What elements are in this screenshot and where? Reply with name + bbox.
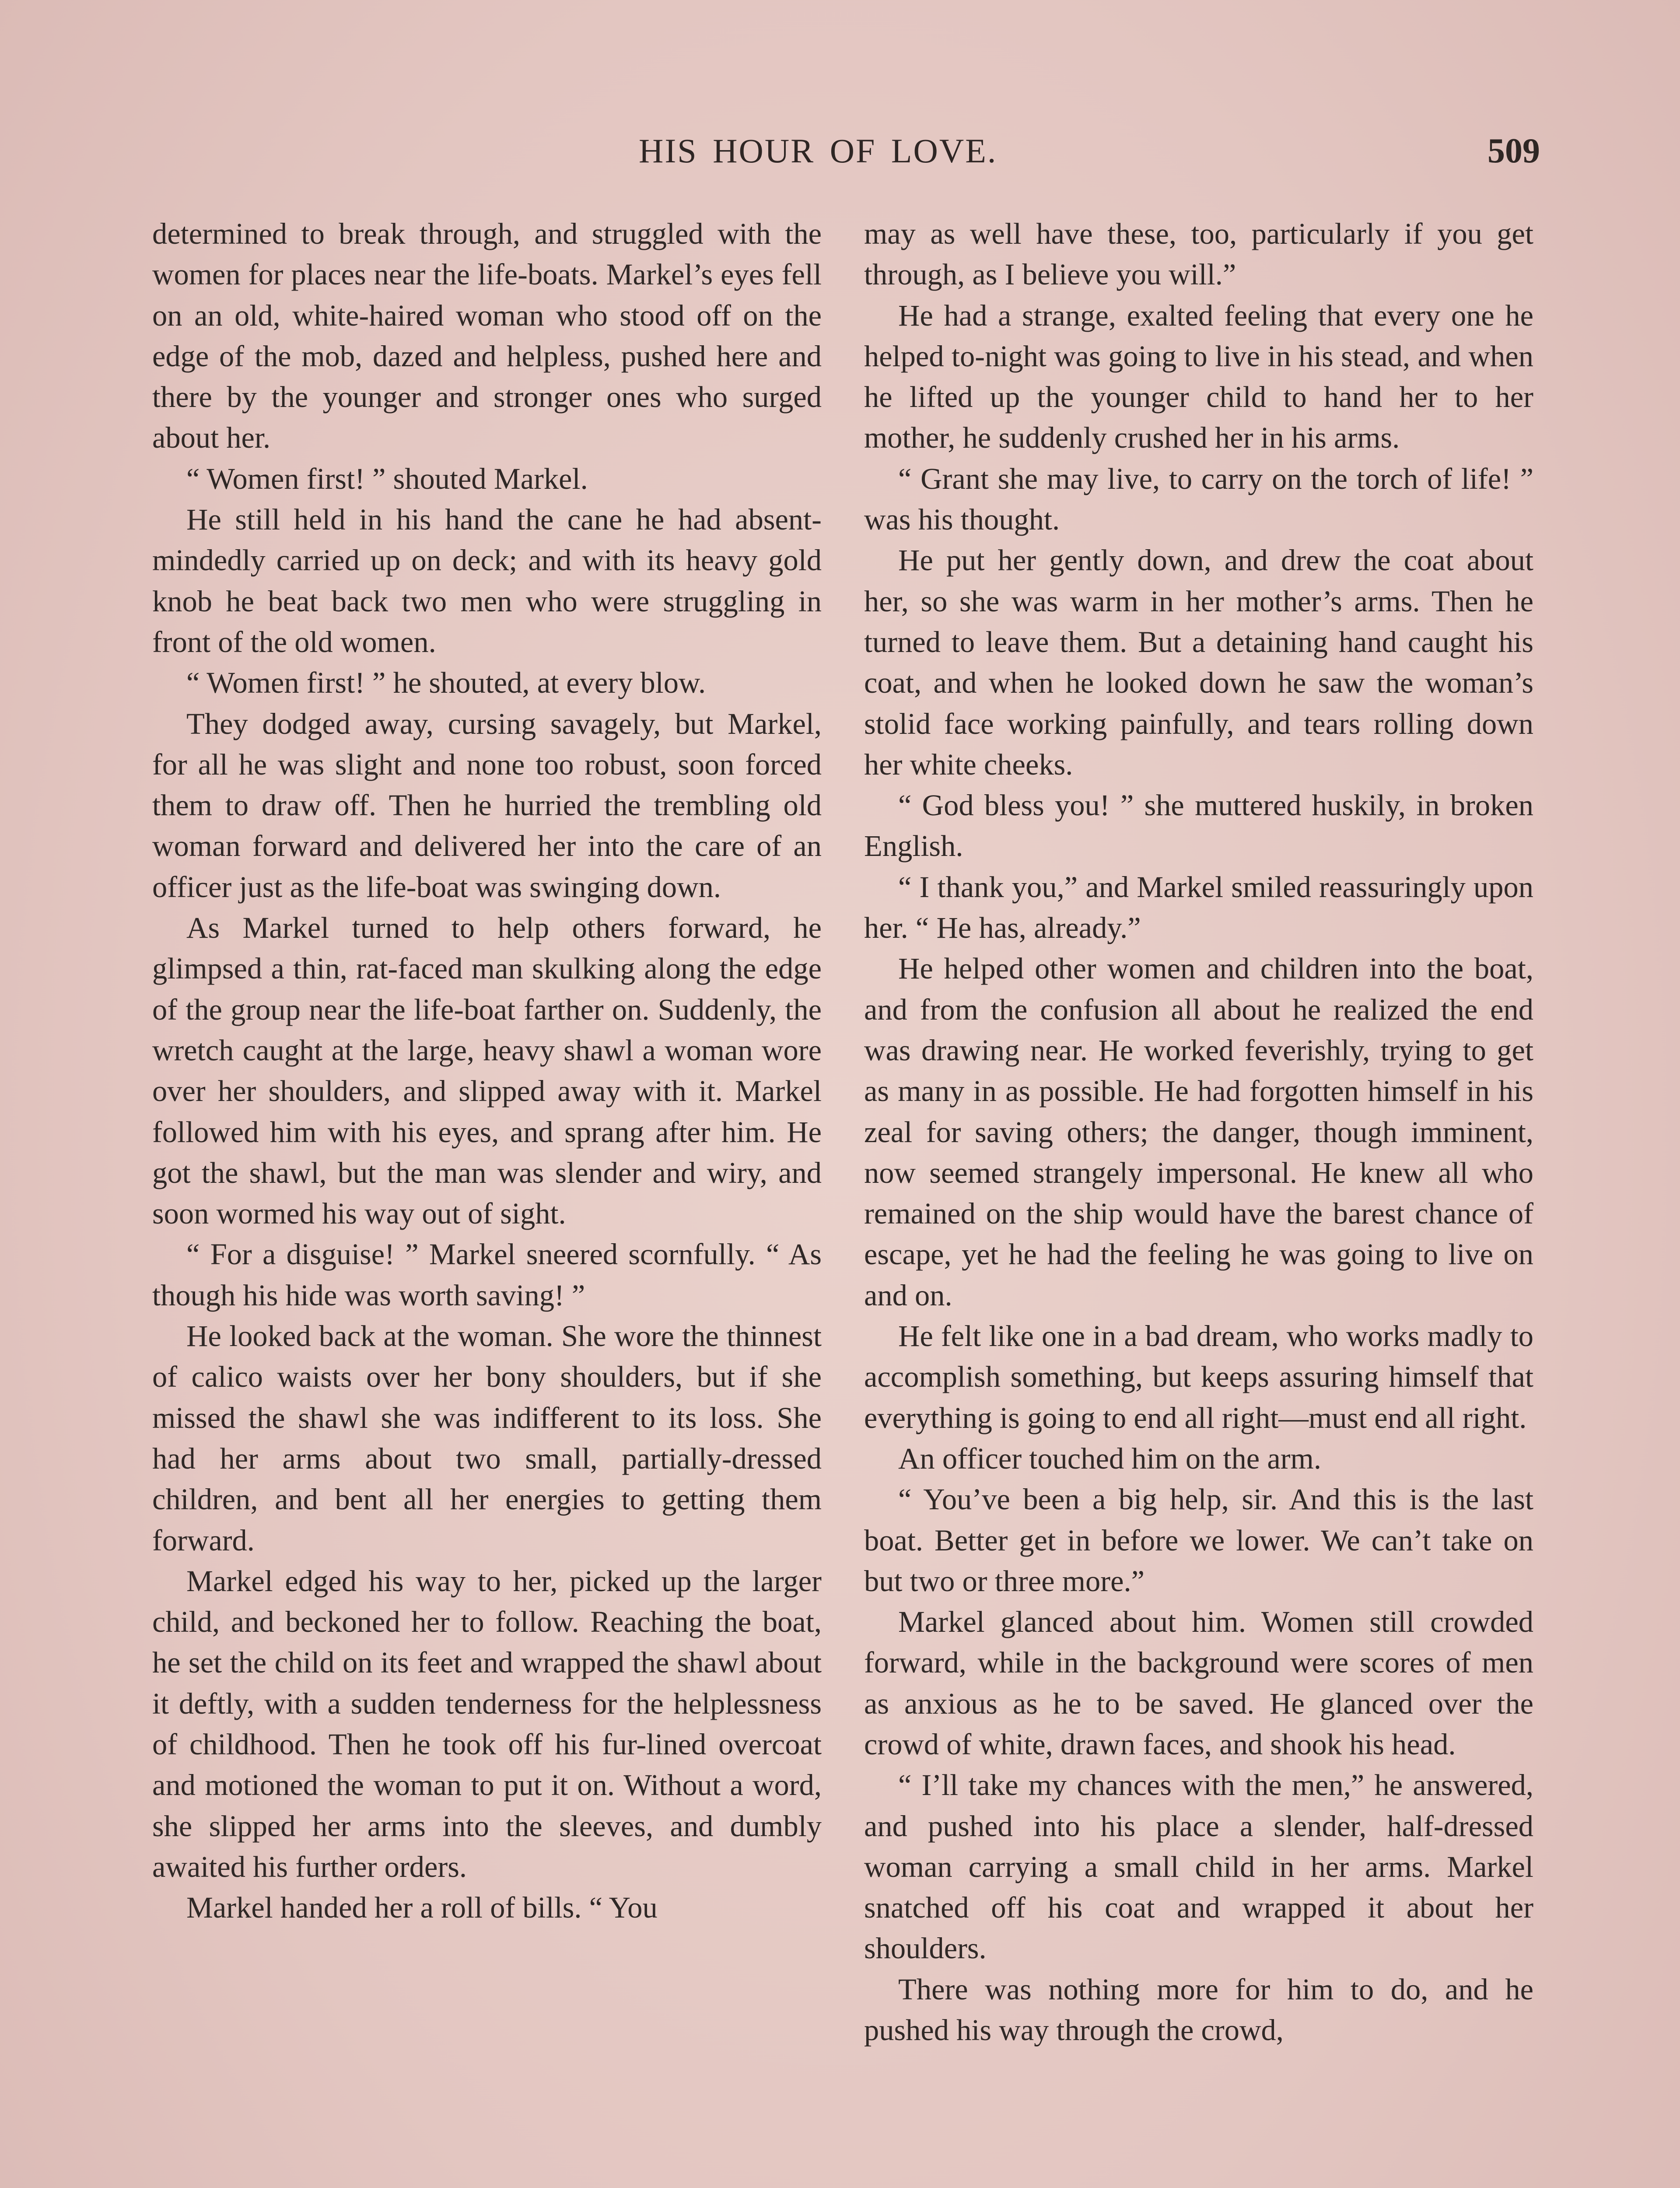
paragraph: He looked back at the woman. She wore the thinnest of calico waists over her bony shoulders, but if she missed the shawl she was indifferent to its loss. She had her arms about two small, partially-dressed children, and bent all her energies to getting them forward.	[152, 1319, 822, 1557]
paragraph: determined to break through, and struggled with the women for places near the life-boats. Markel’s eyes fell on an old, white-haired woman who stood off on the edge of the mob, dazed and helpless, pushed here and there by the younger and stronger ones who surged about her.	[152, 217, 822, 455]
paragraph: “ Women first! ” he shouted, at every blow.	[186, 666, 706, 700]
page-header	[149, 131, 1540, 179]
paragraph: Markel handed her a roll of bills. “ You	[186, 1891, 658, 1925]
paragraph: He still held in his hand the cane he had absent-mindedly carried up on deck; and with its heavy gold knob he beat back two men who were struggling in front of the old women.	[152, 503, 822, 659]
paragraph: He helped other women and children into the boat, and from the confusion all about he realized the end was drawing near. He worked feverishly, trying to get as many in as possible. He had forgotten himself in his zeal for saving others; the danger, though imminent, now seemed strangely impersonal. He knew all who remained on the ship would have the barest chance of escape, yet he had the feeling he was going to live on and on.	[864, 952, 1533, 1312]
right-column	[864, 214, 1533, 2188]
paragraph: “ Women first! ” shouted Markel.	[186, 462, 588, 495]
paragraph: “ You’ve been a big help, sir. And this is the last boat. Better get in before we lower. We can’t take on but two or three more.”	[864, 1483, 1533, 1598]
left-column	[152, 214, 822, 2188]
paragraph: Markel glanced about him. Women still crowded forward, while in the background were scores of men as anxious as he to be saved. He glanced over the crowd of white, drawn faces, and shook his head.	[864, 1605, 1533, 1761]
paragraph: Markel edged his way to her, picked up the larger child, and beckoned her to follow. Reaching the boat, he set the child on its feet and wrapped the shawl about it deftly, with a sudden tenderness for the helplessness of childhood. Then he took off his fur-lined overcoat and motioned the woman to put it on. Without a word, she slipped her arms into the sleeves, and dumbly awaited his further orders.	[152, 1564, 822, 1883]
paragraph: “ I thank you,” and Markel smiled reassuringly upon her. “ He has, already.”	[864, 870, 1533, 945]
paragraph: “ I’ll take my chances with the men,” he answered, and pushed into his place a slender, half-dressed woman carrying a small child in her arms. Markel snatched off his coat and wrapped it about her shoulders.	[864, 1768, 1533, 1965]
paragraph: “ Grant she may live, to carry on the torch of life! ” was his thought.	[864, 462, 1533, 536]
paragraph: He put her gently down, and drew the coat about her, so she was warm in her mother’s arms. Then he turned to leave them. But a detaining hand caught his coat, and when he looked down he saw the woman’s stolid face working painfully, and tears rolling down her white cheeks.	[864, 543, 1533, 781]
paragraph: He had a strange, exalted feeling that every one he helped to-night was going to live in his stead, and when he lifted up the younger child to hand her to her mother, he suddenly crushed her in his arms.	[864, 298, 1533, 455]
paragraph: “ For a disguise! ” Markel sneered scornfully. “ As though his hide was worth saving! ”	[152, 1238, 822, 1312]
paragraph: An officer touched him on the arm.	[898, 1441, 1321, 1475]
paragraph: He felt like one in a bad dream, who works madly to accomplish something, but keeps assuring himself that everything is going to end all right—must end all right.	[864, 1319, 1533, 1434]
page-number: 509	[1488, 132, 1540, 170]
paragraph: may as well have these, too, particularly if you get through, as I believe you will.”	[864, 217, 1533, 291]
paragraph: They dodged away, cursing savagely, but Markel, for all he was slight and none too robust, soon forced them to draw off. Then he hurried the trembling old woman forward and delivered her into the care of an officer just as the life-boat was swinging down.	[152, 707, 822, 904]
paragraph: “ God bless you! ” she muttered huskily, in broken English.	[864, 789, 1533, 863]
paragraph: There was nothing more for him to do, and he pushed his way through the crowd,	[864, 1972, 1533, 2047]
running-title: HIS HOUR OF LOVE.	[639, 132, 998, 170]
paragraph: As Markel turned to help others forward, he glimpsed a thin, rat-faced man skulking along the edge of the group near the life-boat farther on. Suddenly, the wretch caught at the large, heavy shawl a woman wore over her shoulders, and slipped away with it. Markel followed him with his eyes, and sprang after him. He got the shawl, but the man was slender and wiry, and soon wormed his way out of sight.	[152, 911, 822, 1231]
